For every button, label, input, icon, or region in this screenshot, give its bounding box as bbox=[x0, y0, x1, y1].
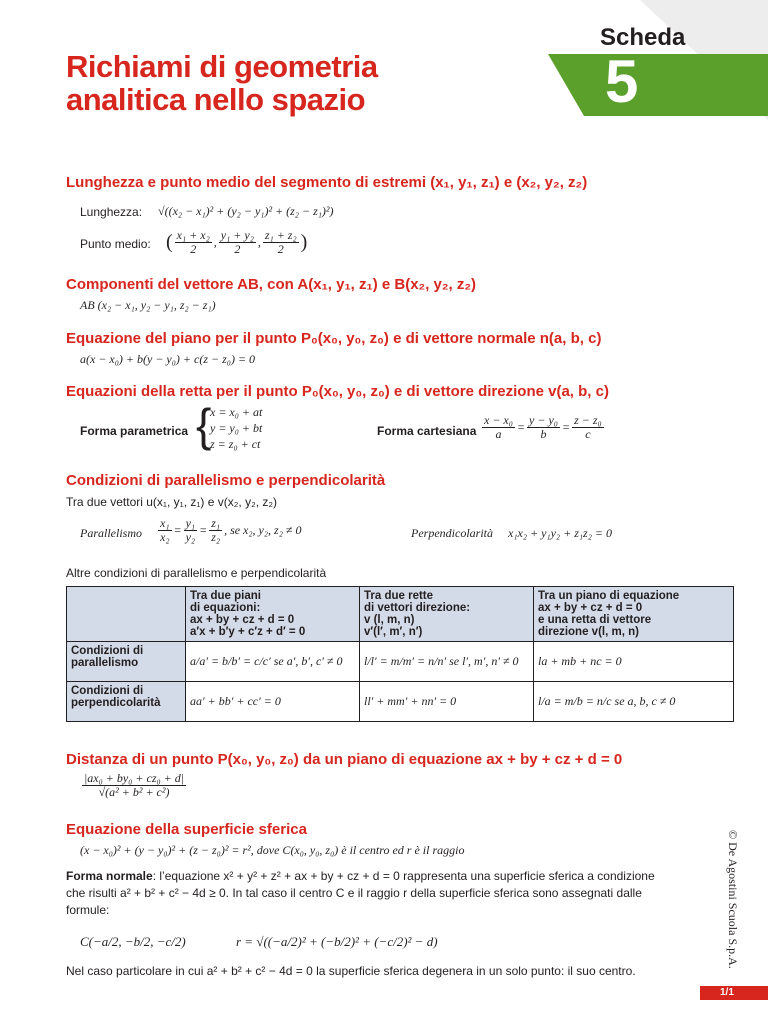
cell-plane-line-parallel: la + mb + nc = 0 bbox=[534, 642, 734, 682]
cartesian-formula: $\frac{\text{x − x₀}}{a}$ = $\frac{\text{y − y₀}}{b}$ = $\frac{\text{z − z₀}}{c}$ bbox=[484, 413, 602, 441]
sphere-radius-formula: r = √((−a/2)² + (−b/2)² + (−c/2)² − d) bbox=[236, 934, 438, 949]
table-row bbox=[67, 642, 734, 682]
row-label-perpendicular: Condizioni di perpendicolarità bbox=[67, 682, 186, 722]
heading-plane-equation: Equazione del piano per il punto P₀(x₀, y₀, z₀) e di vettore normale n(a, b, c) bbox=[66, 330, 602, 347]
perpendicular-formula: x₁x₂ + y₁y₂ + z₁z₂ = 0 bbox=[508, 526, 612, 540]
perpendicular-label: Perpendicolarità bbox=[411, 526, 493, 540]
scheda-label: Scheda bbox=[600, 24, 686, 51]
page-title: Richiami di geometria analitica nello spazio bbox=[66, 49, 378, 117]
heading-parallel-perpendicular: Condizioni di parallelismo e perpendicolarità bbox=[66, 472, 386, 489]
cell-lines-parallel: l/l′ = m/m′ = n/n′ se l′, m′, n′ ≠ 0 bbox=[360, 642, 534, 682]
length-label: Lunghezza: bbox=[80, 205, 143, 219]
parametric-brace: { bbox=[196, 399, 212, 451]
heading-sphere-equation: Equazione della superficie sferica bbox=[66, 821, 307, 838]
row-label-parallel: Condizioni di parallelismo bbox=[67, 642, 186, 682]
cell-plane-line-perpendicular: l/a = m/b = n/c se a, b, c ≠ 0 bbox=[534, 682, 734, 722]
parallel-label: Parallelismo bbox=[80, 526, 142, 540]
cartesian-label: Forma cartesiana bbox=[377, 424, 477, 438]
vectors-intro: Tra due vettori u(x₁, y₁, z₁) e v(x₂, y₂, z₂) bbox=[66, 495, 278, 509]
plane-equation-formula: a(x − x₀) + b(y − y₀) + c(z − z₀) = 0 bbox=[80, 352, 256, 366]
parametric-system: x = x₀ + at y = y₀ + bt z = z₀ + ct bbox=[210, 405, 263, 451]
cell-planes-parallel: a/a′ = b/b′ = c/c′ se a′, b′, c′ ≠ 0 bbox=[186, 642, 360, 682]
table-header-row bbox=[67, 587, 734, 642]
table-row bbox=[67, 682, 734, 722]
page-number: 1/1 bbox=[720, 987, 734, 998]
other-conditions-label: Altre condizioni di parallelismo e perpendicolarità bbox=[66, 566, 327, 580]
midpoint-formula: ( $\frac{\text{x₁ + x₂}}{2}$ , $\frac{\text{y₁ + y₂}}{2}$ , $\frac{\text{z₁ + z₂}}{2}$ ) bbox=[166, 228, 308, 256]
heading-point-plane-distance: Distanza di un punto P(x₀, y₀, z₀) da un piano di equazione ax + by + cz + d = 0 bbox=[66, 751, 623, 768]
length-formula: √((x₂ − x₁)² + (y₂ − y₁)² + (z₂ − z₁)²) bbox=[158, 204, 334, 218]
heading-line-equations: Equazioni della retta per il punto P₀(x₀, y₀, z₀) e di vettore direzione v(a, b, c) bbox=[66, 383, 609, 400]
scheda-badge bbox=[548, 54, 768, 116]
parallel-formula: $\frac{\text{x₁}}{\text{x₂}}$ = $\frac{\text{y₁}}{\text{y₂}}$ = $\frac{\text{z₁}}{\text{z₂}}$ , se x₂, y₂, z₂ ≠ 0 bbox=[160, 516, 302, 544]
copyright-notice: © De Agostini Scuola S.p.A. bbox=[726, 830, 740, 969]
cell-planes-perpendicular: aa′ + bb′ + cc′ = 0 bbox=[186, 682, 360, 722]
vector-components-formula: AB (x₂ − x₁, y₂ − y₁, z₂ − z₁) bbox=[80, 298, 216, 312]
degenerate-case-text: Nel caso particolare in cui a² + b² + c² − 4d = 0 la superficie sferica degenera in un solo punto: il suo centro. bbox=[66, 964, 636, 978]
parametric-label: Forma parametrica bbox=[80, 424, 189, 438]
heading-length-midpoint: Lunghezza e punto medio del segmento di estremi (x₁, y₁, z₁) e (x₂, y₂, z₂) bbox=[66, 174, 588, 191]
normal-form-text: Forma normale: l’equazione x² + y² + z² + ax + by + cz + d = 0 rappresenta una superficie sferica a condizione che risulti a² + b² + c² − 4d ≥ 0. In tal caso il centro C e il raggio r della superficie sferica sono assegnati dalle formule: bbox=[66, 869, 655, 917]
table-header-planes: Tra due piani di equazioni: ax + by + cz + d = 0 a′x + b′y + c′z + d′ = 0 bbox=[186, 587, 360, 642]
sphere-equation-formula: (x − x₀)² + (y − y₀)² + (z − z₀)² = r², dove C(x₀, y₀, z₀) è il centro ed r è il raggio bbox=[80, 843, 465, 857]
conditions-table bbox=[66, 586, 734, 722]
table-header-plane-line: Tra un piano di equazione ax + by + cz + d = 0 e una retta di vettore direzione v(l, m, n) bbox=[534, 587, 734, 642]
heading-vector-components: Componenti del vettore AB, con A(x₁, y₁, z₁) e B(x₂, y₂, z₂) bbox=[66, 276, 477, 293]
table-header-lines: Tra due rette di vettori direzione: v (l, m, n) v′(l′, m′, n′) bbox=[360, 587, 534, 642]
cell-lines-perpendicular: ll′ + mm′ + nn′ = 0 bbox=[360, 682, 534, 722]
midpoint-label: Punto medio: bbox=[80, 237, 151, 251]
distance-formula: $\frac{\text{|ax₀ + by₀ + cz₀ + d|}}{\text{√(a² + b² + c²)}}$ bbox=[84, 771, 185, 799]
scheda-number: 5 bbox=[605, 48, 639, 115]
sphere-center-formula: C(−a/2, −b/2, −c/2) bbox=[80, 934, 186, 949]
page-number-badge bbox=[700, 986, 768, 1000]
